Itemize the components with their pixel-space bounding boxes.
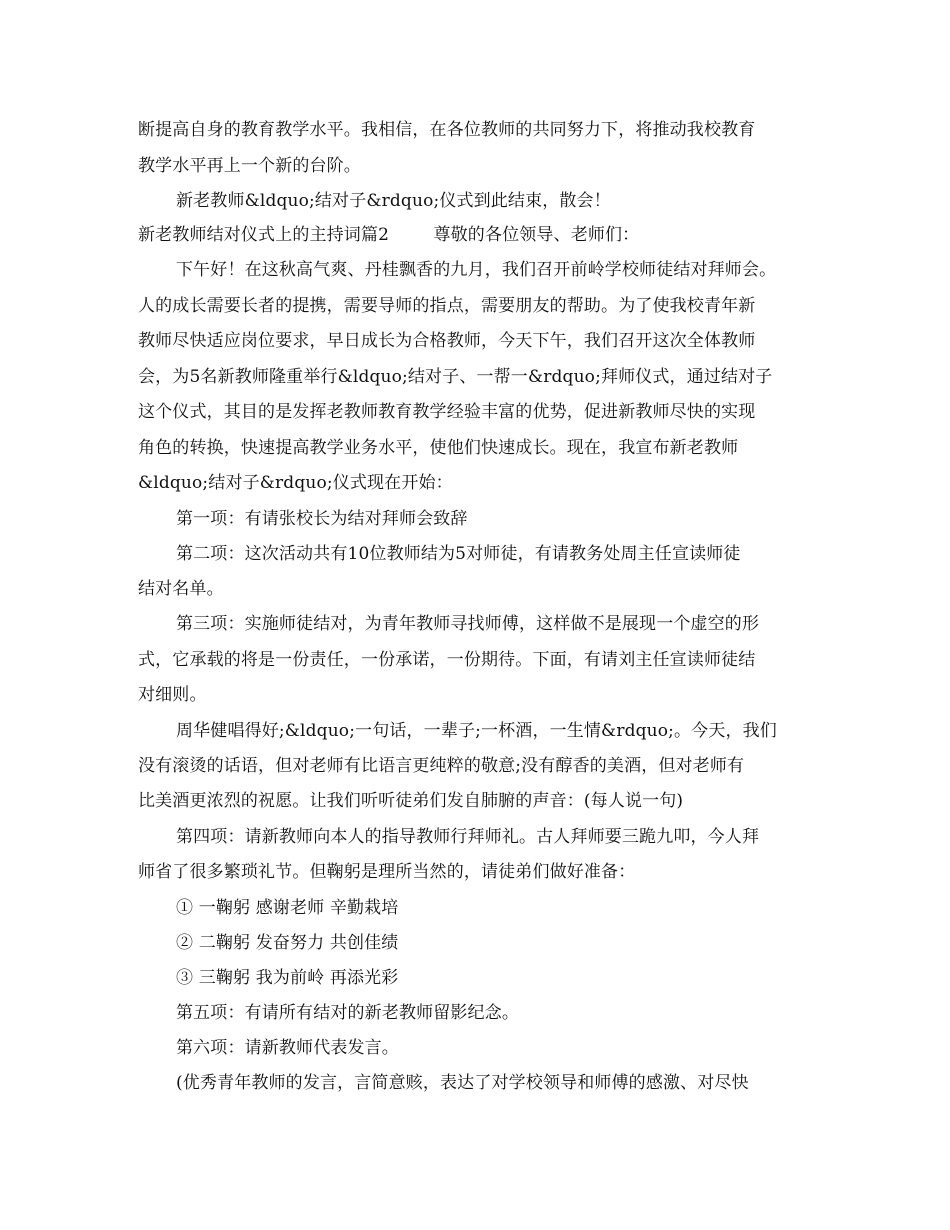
paragraph-line: 新老教师&ldquo;结对子&rdquo;仪式到此结束，散会！ [176,191,611,211]
paragraph-line: 第一项：有请张校长为结对拜师会致辞 [176,509,468,529]
list-item: ③ 三鞠躬 我为前岭 再添光彩 [176,968,399,988]
list-item: ① 一鞠躬 感谢老师 辛勤栽培 [176,898,399,918]
paragraph-line: 会，为5名新教师隆重举行&ldquo;结对子、一帮一&rdquo;拜师仪式，通过结对子 [138,367,773,387]
paragraph-line: 第二项：这次活动共有10位教师结为5对师徒，有请教务处周主任宣读师徒 [176,544,741,564]
paragraph-line: 断提高自身的教育教学水平。我相信，在各位教师的共同努力下，将推动我校教育 [138,120,756,140]
paragraph-line: 对细则。 [138,685,207,705]
paragraph-line: 第五项：有请所有结对的新老教师留影纪念。 [176,1003,519,1023]
paragraph-line: 教师尽快适应岗位要求，早日成长为合格教师，今天下午，我们召开这次全体教师 [138,331,756,351]
paragraph-line: 教学水平再上一个新的台阶。 [138,156,361,176]
paragraph-line: 第六项：请新教师代表发言。 [176,1038,399,1058]
paragraph-line: 没有滚烫的话语，但对老师有比语言更纯粹的敬意;没有醇香的美酒，但对老师有 [138,756,745,776]
paragraph-line: 第三项：实施师徒结对，为青年教师寻找师傅，这样做不是展现一个虚空的形 [176,614,760,634]
paragraph-line: 下午好！在这秋高气爽、丹桂飘香的九月，我们召开前岭学校师徒结对拜师会。 [176,260,777,280]
paragraph-line: 第四项：请新教师向本人的指导教师行拜师礼。古人拜师要三跪九叩，今人拜 [176,827,760,847]
paragraph-line: &ldquo;结对子&rdquo;仪式现在开始： [138,473,453,493]
section-heading: 新老教师结对仪式上的主持词篇2 尊敬的各位领导、老师们： [138,225,640,245]
paragraph-line: (优秀青年教师的发言，言简意赅，表达了对学校领导和师傅的感激、对尽快 [176,1073,749,1093]
paragraph-line: 结对名单。 [138,579,224,599]
paragraph-line: 这个仪式，其目的是发挥老教师教育教学经验丰富的优势，促进新教师尽快的实现 [138,402,756,422]
paragraph-line: 人的成长需要长者的提携，需要导师的指点，需要朋友的帮助。为了使我校青年新 [138,296,756,316]
paragraph-line: 比美酒更浓烈的祝愿。让我们听听徒弟们发自肺腑的声音：(每人说一句) [138,791,684,811]
paragraph-line: 周华健唱得好;&ldquo;一句话，一辈子;一杯酒，一生情&rdquo;。今天，我们 [176,721,777,741]
list-item: ② 二鞠躬 发奋努力 共创佳绩 [176,933,399,953]
paragraph-line: 师省了很多繁琐礼节。但鞠躬是理所当然的，请徒弟们做好准备： [138,862,636,882]
paragraph-line: 角色的转换，快速提高教学业务水平，使他们快速成长。现在，我宣布新老教师 [138,438,739,458]
paragraph-line: 式，它承载的将是一份责任，一份承诺，一份期待。下面，有请刘主任宣读师徒结 [138,650,756,670]
